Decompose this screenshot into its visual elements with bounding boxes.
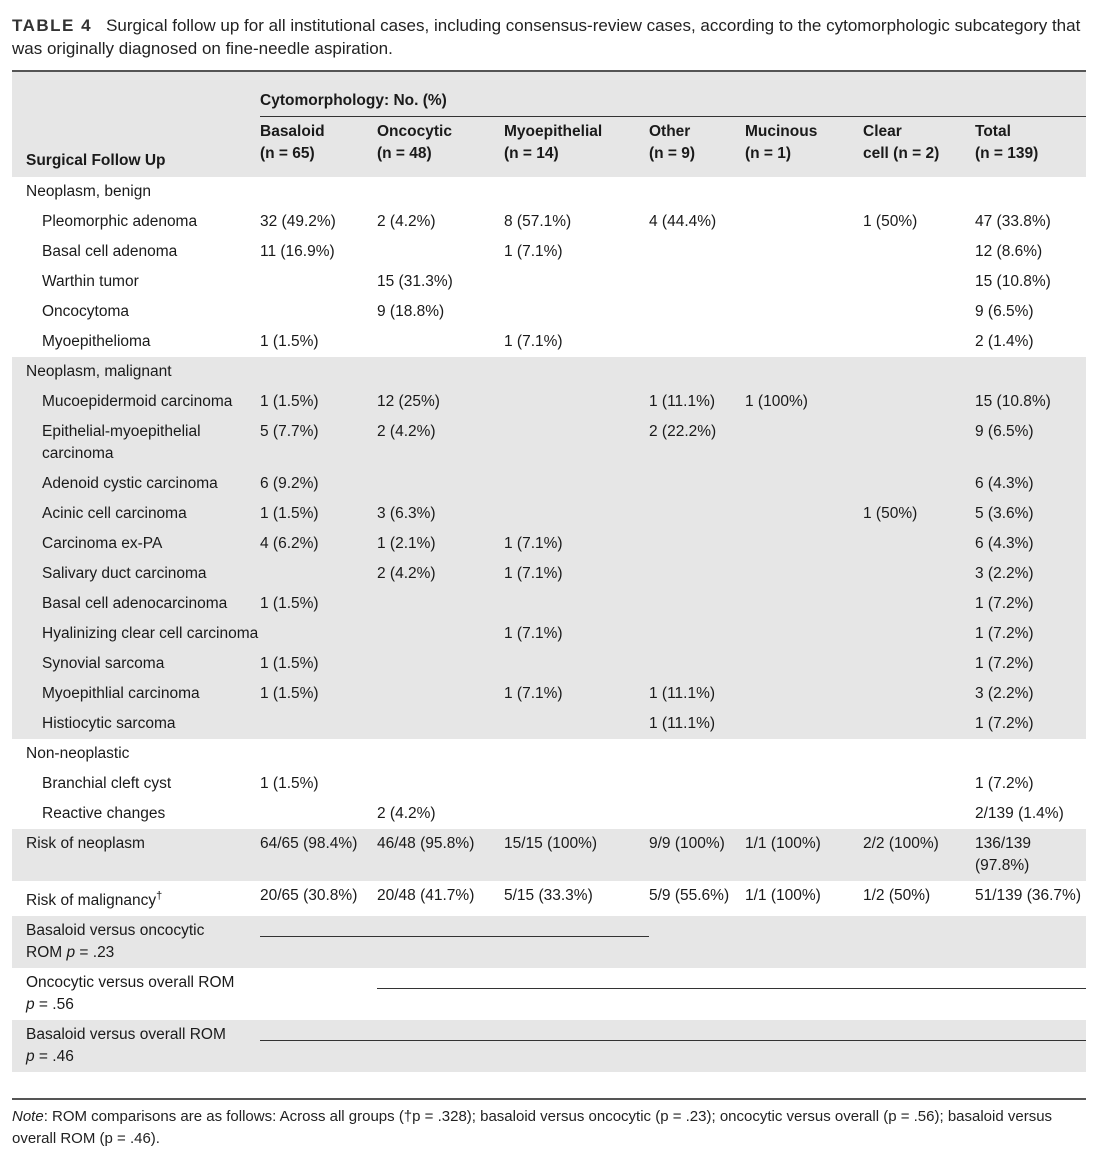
table-cell <box>863 297 975 327</box>
header-row-span <box>12 71 1086 117</box>
table-cell: 1 (7.1%) <box>504 619 649 649</box>
table-cell: 1/2 (50%) <box>863 886 931 904</box>
column-header <box>975 117 1086 177</box>
table-cell: 1/1 (100%) <box>745 829 863 881</box>
table-cell <box>863 709 975 739</box>
table-cell: 9/9 (100%) <box>649 829 745 881</box>
table-cell <box>975 739 1086 769</box>
table-cell <box>260 709 377 739</box>
column-name: Clear <box>863 123 902 140</box>
comparison-label <box>12 968 260 1020</box>
p-value: = .46 <box>34 1047 74 1065</box>
table-caption <box>12 14 1087 60</box>
table-row <box>12 709 1086 739</box>
table-cell <box>260 357 377 387</box>
row-label-text: Risk of malignancy <box>26 891 157 909</box>
table-cell <box>260 559 377 589</box>
row-label-text: Myoepithlial carcinoma <box>42 684 200 702</box>
table-cell: 15 (10.8%) <box>975 387 1086 417</box>
table-cell <box>745 559 863 589</box>
comparison-line1: Basaloid versus overall ROM <box>26 1025 226 1043</box>
table-cell <box>745 739 863 769</box>
row-label <box>12 267 260 297</box>
header-blank <box>12 71 260 117</box>
table-row <box>12 679 1086 709</box>
table-cell <box>863 357 975 387</box>
table-cell <box>260 799 377 829</box>
table-cell <box>260 267 377 297</box>
row-label <box>12 177 260 207</box>
table-cell <box>745 297 863 327</box>
table-cell <box>377 739 504 769</box>
table-cell <box>863 529 975 559</box>
table-cell: 2 (22.2%) <box>649 417 745 469</box>
row-label <box>12 679 260 709</box>
comparison-line2 <box>26 942 260 964</box>
table-cell <box>504 297 649 327</box>
comparison-row <box>12 1020 1086 1072</box>
table-cell: 1 (50%) <box>863 212 918 230</box>
table-cell: 1 (7.2%) <box>975 589 1086 619</box>
row-label <box>12 709 260 739</box>
table-row <box>12 739 1086 769</box>
p-symbol: p <box>26 1047 35 1065</box>
table-cell <box>649 619 745 649</box>
table-cell <box>377 769 504 799</box>
table-cell: 2 (4.2%) <box>377 804 436 822</box>
empty-cell <box>745 916 863 968</box>
table-cell: 3 (6.3%) <box>377 499 504 529</box>
row-label <box>12 769 260 799</box>
table-cell <box>377 679 504 709</box>
table-cell <box>863 559 975 589</box>
row-label <box>12 829 260 881</box>
table-cell <box>745 589 863 619</box>
table-row <box>12 417 1086 469</box>
table-cell <box>649 357 745 387</box>
column-n: (n = 14) <box>504 145 559 162</box>
table-cell <box>649 327 745 357</box>
row-label-text: Branchial cleft cyst <box>42 774 172 792</box>
column-header <box>504 117 649 177</box>
table-cell: 15/15 (100%) <box>504 829 649 881</box>
table-row <box>12 207 1086 237</box>
surgical-followup-table <box>12 70 1086 1072</box>
row-label-text: Neoplasm, benign <box>26 182 151 200</box>
table-cell: 5/15 (33.3%) <box>504 886 593 904</box>
comparison-line2 <box>26 994 260 1016</box>
table-row <box>12 589 1086 619</box>
table-cell <box>745 649 863 679</box>
table-cell: 1 (1.5%) <box>260 332 319 350</box>
empty-cell <box>863 916 975 968</box>
table-cell <box>260 619 377 649</box>
table-cell <box>745 679 863 709</box>
table-cell: 51/139 (36.7%) <box>975 886 1081 904</box>
table-row <box>12 559 1086 589</box>
table-cell <box>745 529 863 559</box>
row-label-text: Basal cell adenocarcinoma <box>42 594 228 612</box>
p-value: = .56 <box>34 995 74 1013</box>
table-cell <box>863 387 975 417</box>
column-header <box>649 117 745 177</box>
table-number: TABLE 4 <box>12 16 93 35</box>
table-cell: 2/139 (1.4%) <box>975 804 1064 822</box>
table-cell <box>649 237 745 267</box>
table-cell: 1 (11.1%) <box>649 679 745 709</box>
empty-cell <box>649 916 745 968</box>
table-cell <box>649 267 745 297</box>
table-cell <box>649 589 745 619</box>
table-cell: 1 (1.5%) <box>260 649 377 679</box>
row-label-text: Warthin tumor <box>42 272 139 290</box>
table-cell <box>649 739 745 769</box>
row-label-text: Carcinoma ex-PA <box>42 534 163 552</box>
empty-cell <box>975 916 1086 968</box>
table-cell <box>377 649 504 679</box>
table-cell: 1 (7.1%) <box>504 242 563 260</box>
table-cell <box>863 267 975 297</box>
table-row <box>12 387 1086 417</box>
table-cell <box>745 417 863 469</box>
comparison-line <box>260 1040 1086 1041</box>
table-row <box>12 829 1086 881</box>
header-row-columns <box>12 117 1086 177</box>
column-header <box>377 117 504 177</box>
table-cell <box>504 417 649 469</box>
row-label-text: Salivary duct carcinoma <box>42 564 207 582</box>
comparison-line2 <box>26 1046 260 1068</box>
table-cell <box>649 499 745 529</box>
table-cell: 1 (11.1%) <box>649 709 745 739</box>
table-cell: 1 (7.1%) <box>504 679 649 709</box>
column-n: (n = 139) <box>975 145 1039 162</box>
comparison-label <box>12 916 260 968</box>
table-cell: 6 (4.3%) <box>975 529 1086 559</box>
table-cell <box>377 589 504 619</box>
table-cell <box>745 469 863 499</box>
table-cell: 1 (7.1%) <box>504 559 649 589</box>
table-row <box>12 237 1086 267</box>
table-cell <box>863 589 975 619</box>
note-label: Note <box>12 1108 44 1125</box>
row-label-text: Acinic cell carcinoma <box>42 504 187 522</box>
comparison-bracket <box>377 968 1086 1020</box>
table-cell: 8 (57.1%) <box>504 212 572 230</box>
table-cell <box>504 799 649 829</box>
table-row <box>12 799 1086 829</box>
table-cell <box>260 739 377 769</box>
caption-text: Surgical follow up for all institutional cases, including consensus-review cases, according to the cytomorphologic subcategory that was originally diagnosed on fine-needle aspiration. <box>12 16 1081 58</box>
table-cell: 2 (4.2%) <box>377 417 504 469</box>
table-cell: 32 (49.2%) <box>260 212 336 230</box>
table-cell: 1 (1.5%) <box>260 774 319 792</box>
table-cell: 5/9 (55.6%) <box>649 886 730 904</box>
empty-cell <box>260 968 377 1020</box>
table-cell: 3 (2.2%) <box>975 559 1086 589</box>
row-label-text: Synovial sarcoma <box>42 654 165 672</box>
table-row <box>12 881 1086 916</box>
comparison-line1: Oncocytic versus overall ROM <box>26 973 235 991</box>
row-label-text: Reactive changes <box>42 804 166 822</box>
table-cell <box>745 267 863 297</box>
table-cell: 2 (1.4%) <box>975 332 1034 350</box>
table-cell: 2 (4.2%) <box>377 212 436 230</box>
table-body <box>12 177 1086 1072</box>
row-label <box>12 469 260 499</box>
table-cell: 1 (7.1%) <box>504 529 649 559</box>
table-cell: 1 (7.2%) <box>975 619 1086 649</box>
table-cell <box>745 709 863 739</box>
table-cell: 9 (6.5%) <box>975 417 1086 469</box>
table-cell <box>504 469 649 499</box>
table-cell <box>504 267 649 297</box>
table-cell: 6 (9.2%) <box>260 469 377 499</box>
table-cell: 1 (7.1%) <box>504 332 563 350</box>
table-cell <box>260 177 377 207</box>
comparison-line <box>377 988 1086 989</box>
row-label <box>12 207 260 237</box>
table-cell <box>745 207 863 237</box>
table-cell: 1 (100%) <box>745 387 863 417</box>
table-cell: 15 (31.3%) <box>377 272 453 290</box>
table-row <box>12 297 1086 327</box>
table-cell <box>863 177 975 207</box>
table-cell: 5 (7.7%) <box>260 417 377 469</box>
table-row <box>12 649 1086 679</box>
table-cell <box>504 709 649 739</box>
table-cell <box>377 709 504 739</box>
p-symbol: p <box>26 995 35 1013</box>
row-label <box>12 327 260 357</box>
table-cell: 20/65 (30.8%) <box>260 886 358 904</box>
row-label <box>12 589 260 619</box>
table-row <box>12 499 1086 529</box>
row-label-text: Mucoepidermoid carcinoma <box>42 392 233 410</box>
table-cell: 12 (25%) <box>377 387 504 417</box>
table-cell <box>975 357 1086 387</box>
table-note <box>12 1106 1087 1150</box>
table-cell <box>504 649 649 679</box>
table-cell <box>863 237 975 267</box>
column-n: (n = 1) <box>745 145 792 162</box>
table-cell <box>745 619 863 649</box>
table-cell <box>377 237 504 267</box>
table-cell <box>863 649 975 679</box>
table-cell <box>649 177 745 207</box>
table-cell <box>504 739 649 769</box>
comparison-bracket <box>260 916 649 968</box>
row-label-text: Pleomorphic adenoma <box>42 212 198 230</box>
column-n: (n = 48) <box>377 145 432 162</box>
table-cell <box>377 619 504 649</box>
row-label-text: Myoepithelioma <box>42 332 151 350</box>
span-header: Cytomorphology: No. (%) <box>260 71 1086 117</box>
table-row <box>12 769 1086 799</box>
table-cell: 20/48 (41.7%) <box>377 886 475 904</box>
table-cell <box>863 327 975 357</box>
table-cell <box>863 679 975 709</box>
table-cell: 9 (6.5%) <box>975 302 1034 320</box>
table-cell: 1/1 (100%) <box>745 886 821 904</box>
comparison-line <box>260 936 649 937</box>
table-cell: 1 (2.1%) <box>377 529 504 559</box>
column-name: Myoepithelial <box>504 123 603 140</box>
table-cell <box>504 499 649 529</box>
column-name: Mucinous <box>745 123 818 140</box>
row-label <box>12 559 260 589</box>
table-row <box>12 327 1086 357</box>
table-cell: 1 (11.1%) <box>649 387 745 417</box>
table-cell <box>504 387 649 417</box>
column-n: cell (n = 2) <box>863 145 940 162</box>
table-cell <box>377 327 504 357</box>
table-cell: 6 (4.3%) <box>975 469 1086 499</box>
table-cell: 1 (1.5%) <box>260 387 377 417</box>
table-cell: 11 (16.9%) <box>260 242 335 260</box>
table-cell: 5 (3.6%) <box>975 499 1086 529</box>
column-n: (n = 65) <box>260 145 315 162</box>
table-cell: 1 (1.5%) <box>260 499 377 529</box>
table-row <box>12 619 1086 649</box>
column-name: Other <box>649 123 691 140</box>
p-symbol: p <box>66 943 76 961</box>
column-header <box>863 117 975 177</box>
table-cell: 1 (7.2%) <box>975 709 1086 739</box>
table-row <box>12 357 1086 387</box>
row-label <box>12 237 260 267</box>
table-row <box>12 267 1086 297</box>
row-label <box>12 529 260 559</box>
column-name: Basaloid <box>260 123 325 140</box>
table-cell <box>863 417 975 469</box>
p-value: = .23 <box>75 943 115 961</box>
table-cell: 1 (7.2%) <box>975 649 1086 679</box>
table-cell <box>863 469 975 499</box>
comparison-row <box>12 916 1086 968</box>
column-header <box>260 117 377 177</box>
table-cell <box>649 559 745 589</box>
table-cell: 46/48 (95.8%) <box>377 829 504 881</box>
table-cell: 1 (1.5%) <box>260 589 377 619</box>
table-cell <box>745 357 863 387</box>
row-label-text: Epithelial-myoepithelial carcinoma <box>42 422 201 462</box>
row-label-header: Surgical Follow Up <box>12 117 260 177</box>
row-label <box>12 799 260 829</box>
comparison-label <box>12 1020 260 1072</box>
table-row <box>12 469 1086 499</box>
row-label-text: Neoplasm, malignant <box>26 362 172 380</box>
row-label-text: Hyalinizing clear cell carcinoma <box>42 624 259 642</box>
row-label <box>12 387 260 417</box>
table-cell <box>504 357 649 387</box>
table-cell <box>649 469 745 499</box>
row-label <box>12 417 260 469</box>
column-name: Oncocytic <box>377 123 452 140</box>
table-cell: 1 (50%) <box>863 499 975 529</box>
table-container <box>12 70 1086 1072</box>
column-header <box>745 117 863 177</box>
table-cell <box>649 799 745 829</box>
row-label-text: Risk of neoplasm <box>26 834 145 852</box>
table-cell <box>745 769 863 799</box>
row-label <box>12 649 260 679</box>
row-label-text: Histiocytic sarcoma <box>42 714 176 732</box>
comparison-bracket <box>260 1020 1086 1072</box>
table-cell: 64/65 (98.4%) <box>260 829 377 881</box>
table-cell: 2 (4.2%) <box>377 559 504 589</box>
table-cell: 1 (1.5%) <box>260 679 377 709</box>
table-cell <box>649 529 745 559</box>
row-label <box>12 739 260 769</box>
table-cell <box>260 297 377 327</box>
table-cell <box>745 237 863 267</box>
note-text: : ROM comparisons are as follows: Across all groups (†p = .328); basaloid versus oncocytic (p = .23); oncocytic versus overall (p = .56); basaloid versus overall ROM (p = .46). <box>12 1108 1053 1147</box>
table-cell: 136/139 (97.8%) <box>975 829 1086 881</box>
table-cell <box>863 739 975 769</box>
column-name: Total <box>975 123 1011 140</box>
row-label-text: Basal cell adenoma <box>42 242 178 260</box>
table-cell: 2/2 (100%) <box>863 829 975 881</box>
row-label <box>12 881 260 916</box>
row-label <box>12 297 260 327</box>
table-cell: 3 (2.2%) <box>975 679 1086 709</box>
table-cell <box>863 619 975 649</box>
table-cell <box>863 769 975 799</box>
row-label <box>12 499 260 529</box>
table-cell <box>504 769 649 799</box>
table-cell <box>745 177 863 207</box>
table-cell <box>745 799 863 829</box>
table-cell: 1 (7.2%) <box>975 774 1034 792</box>
table-cell <box>504 589 649 619</box>
row-label-text: Oncocytoma <box>42 302 130 320</box>
table-cell <box>975 177 1086 207</box>
row-label-text: Adenoid cystic carcinoma <box>42 474 218 492</box>
row-label <box>12 619 260 649</box>
table-cell <box>377 177 504 207</box>
column-n: (n = 9) <box>649 145 696 162</box>
table-row <box>12 177 1086 207</box>
comparison-prefix: ROM <box>26 943 67 961</box>
table-cell: 12 (8.6%) <box>975 242 1043 260</box>
table-cell: 47 (33.8%) <box>975 212 1051 230</box>
table-cell: 15 (10.8%) <box>975 272 1051 290</box>
table-cell <box>504 177 649 207</box>
bottom-rule <box>12 1098 1086 1100</box>
table-cell <box>863 799 975 829</box>
table-cell <box>377 469 504 499</box>
table-cell: 4 (6.2%) <box>260 529 377 559</box>
table-cell <box>745 327 863 357</box>
comparison-row <box>12 968 1086 1020</box>
footnote-marker: † <box>156 889 163 902</box>
row-label <box>12 357 260 387</box>
table-cell <box>649 649 745 679</box>
table-cell <box>745 499 863 529</box>
table-cell <box>377 357 504 387</box>
table-row <box>12 529 1086 559</box>
table-cell <box>649 769 745 799</box>
table-cell: 9 (18.8%) <box>377 302 445 320</box>
table-cell <box>649 297 745 327</box>
comparison-line1: Basaloid versus oncocytic <box>26 921 205 939</box>
row-label-text: Non-neoplastic <box>26 744 130 762</box>
table-cell: 4 (44.4%) <box>649 212 717 230</box>
